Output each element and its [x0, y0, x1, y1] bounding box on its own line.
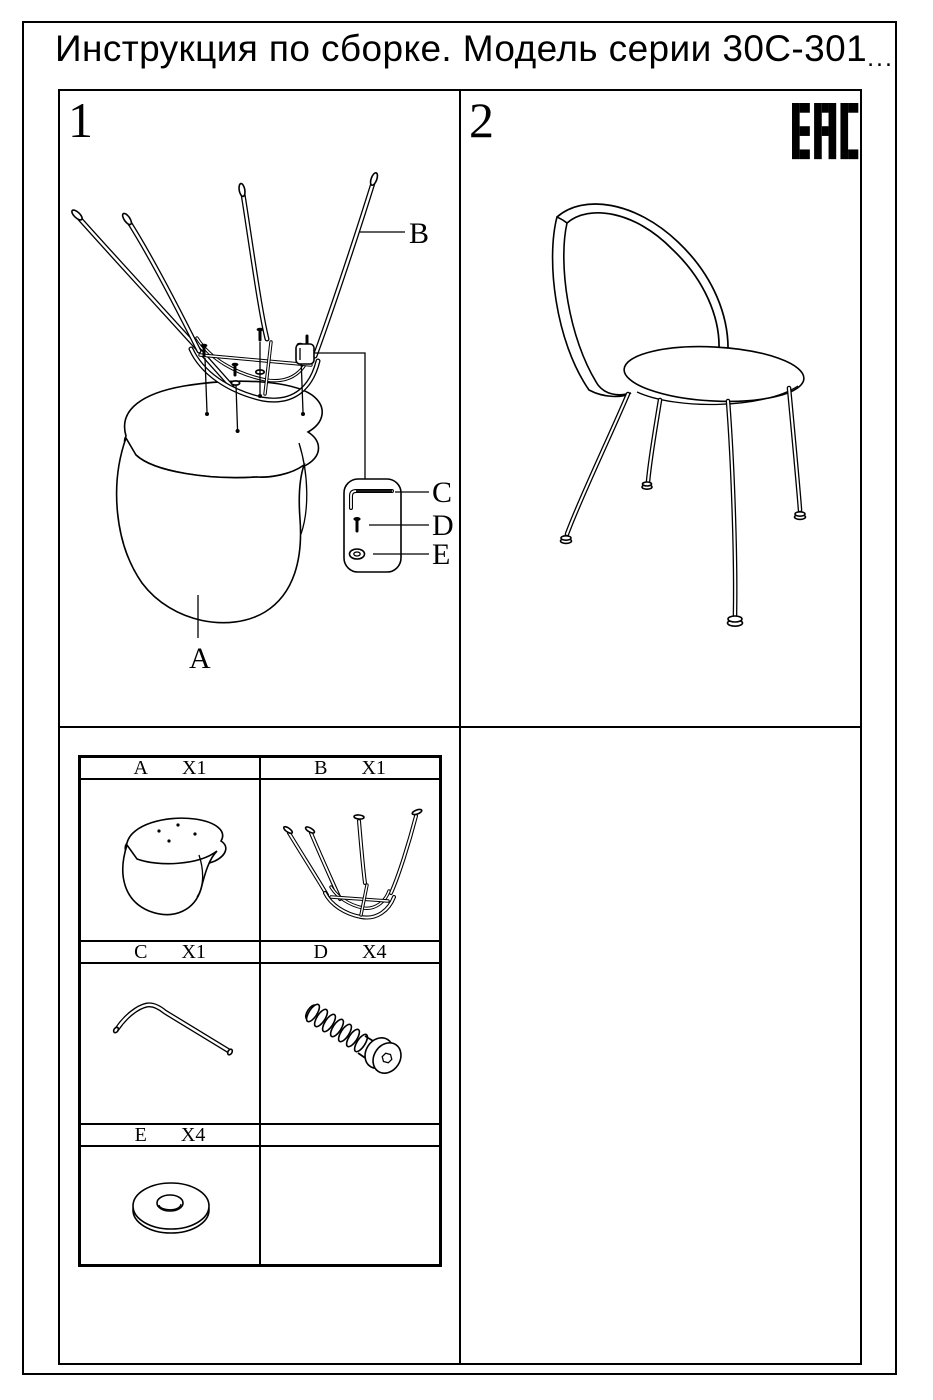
washer-icon — [81, 1148, 259, 1263]
part-qty: X1 — [181, 940, 206, 963]
backrest-side-band — [553, 217, 631, 396]
callout-frame: B — [409, 217, 430, 250]
foot-cap — [728, 616, 743, 626]
parts-table — [78, 755, 442, 1267]
foot-cap — [642, 482, 652, 489]
foot-cap — [121, 212, 133, 226]
part-label: A — [133, 756, 148, 779]
foot-cap — [795, 512, 806, 520]
page-title — [55, 28, 894, 70]
inverted-chair-diagram — [70, 172, 453, 675]
parts-header-b — [260, 757, 440, 779]
callout-bolt: D — [432, 509, 454, 542]
callout-seat: A — [189, 642, 211, 675]
bracket-clamp — [296, 336, 314, 364]
horizontal-divider — [60, 726, 860, 728]
foot-cap — [561, 536, 572, 544]
washer-icon — [350, 549, 365, 559]
parts-cell-a — [80, 779, 260, 941]
part-qty: X4 — [362, 940, 387, 963]
part-label: C — [134, 940, 148, 963]
leg-frame-icon — [261, 781, 439, 939]
callout-washer: E — [432, 538, 451, 571]
assembled-chair-diagram — [553, 204, 806, 626]
parts-header-c — [80, 941, 260, 963]
allen-key-icon — [81, 965, 259, 1122]
parts-cell-d — [260, 963, 440, 1124]
content-frame — [58, 89, 862, 1365]
part-label: D — [313, 940, 328, 963]
step1-number: 1 — [68, 92, 93, 148]
foot-cap — [369, 172, 379, 186]
title-text: Инструкция по сборке. Модель серии 30С-301 — [55, 28, 868, 69]
part-qty: X1 — [182, 756, 207, 779]
step1-panel — [60, 91, 459, 726]
foot-cap — [238, 183, 246, 197]
step2-number: 2 — [469, 92, 494, 148]
part-label: B — [314, 756, 328, 779]
part-qty: X1 — [361, 756, 386, 779]
parts-cell-b — [260, 779, 440, 941]
seat-cushion — [623, 342, 806, 405]
step2-panel — [461, 91, 860, 726]
foot-cap — [70, 209, 83, 222]
seat-shell-drawing — [117, 381, 323, 623]
chair-legs — [561, 388, 806, 626]
parts-header-a — [80, 757, 260, 779]
parts-cell-empty — [260, 1146, 440, 1265]
part-qty: X4 — [180, 1123, 206, 1146]
parts-header-empty — [260, 1124, 440, 1146]
backrest-inner — [567, 213, 719, 349]
callout-key: C — [432, 476, 453, 509]
parts-cell-c — [80, 963, 260, 1124]
eac-certification-mark — [792, 103, 858, 159]
parts-header-e — [80, 1124, 260, 1146]
seat-shell-icon — [81, 781, 259, 939]
title-ellipsis: ... — [867, 44, 894, 72]
parts-cell-e — [80, 1146, 260, 1265]
leg-frame-drawing — [70, 172, 379, 400]
bolt-icon — [261, 965, 439, 1122]
parts-header-d — [260, 941, 440, 963]
part-label: E — [134, 1123, 147, 1146]
